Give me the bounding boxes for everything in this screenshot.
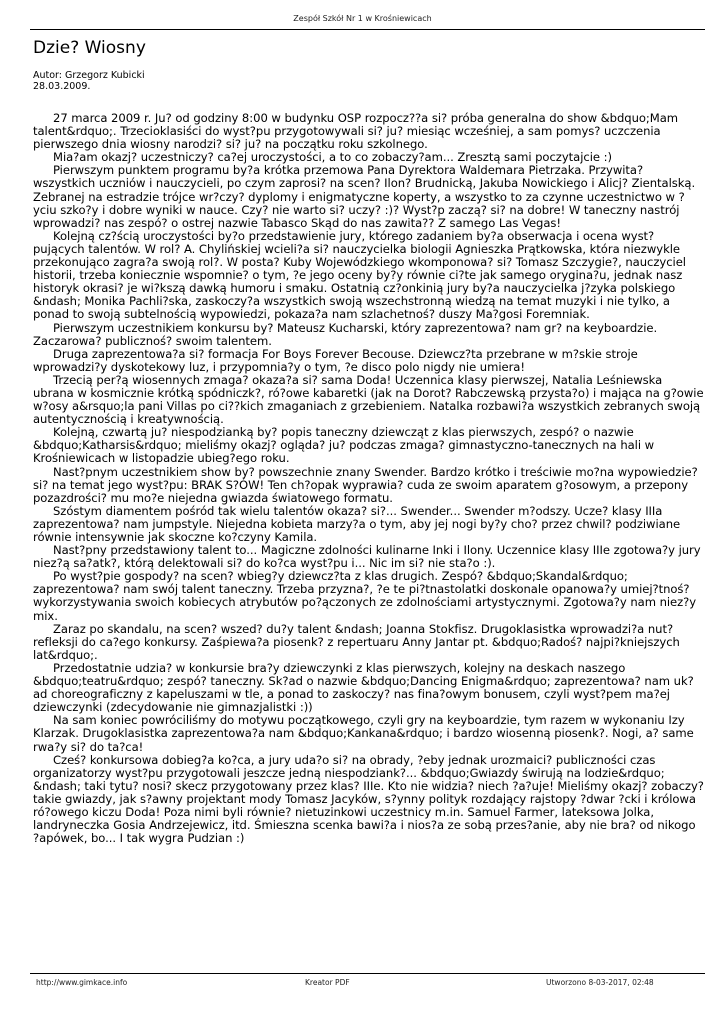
paragraph: 27 marca 2009 r. Ju? od godziny 8:00 w budynku OSP rozpocz??a si? próba generalna do show &bdquo;Mam talent&rdquo;. Trzecioklasiści do wyst?pu przygotowywali si? ju? miesiąc wcześniej, a sam pomys? uczczenia pierwszego dnia wiosny narodzi? si? ju? na początku roku szkolnego.: [33, 111, 679, 152]
article-meta: [33, 70, 145, 92]
paragraph: Zaraz po skandalu, na scen? wszed? du?y talent &ndash; Joanna Stokfisz. Drugoklasistka wprowadzi?a nut? refleksji do ca?ego konkursy. Zaśpiewa?a piosenk? z repertuaru Anny Jantar pt. &bdquo;Radoś? najpi?kniejszych lat&rdquo;.: [33, 621, 680, 662]
footer-divider: [30, 973, 705, 974]
paragraph: Pierwszym uczestnikiem konkursu by? Mateusz Kucharski, który zaprezentowa? nam gr? na keyboardzie. Zaczarowa? publicznoś? swoim talentem.: [33, 320, 658, 348]
paragraph: Nast?pnym uczestnikiem show by? powszechnie znany Swender. Bardzo krótko i treściwie mo?na wypowiedzie? si? na temat jego wyst?pu: BRAK S?ÓW! Ten ch?opak wyprawia? cuda ze swoim aparatem g?osowym, a przepony pozazdrości? mu mo?e niejedna gwiazda światowego formatu.: [33, 464, 698, 505]
paragraph: Nast?pny przedstawiony talent to... Magiczne zdolności kulinarne Inki i Ilony. Uczennice klasy IIIe zgotowa?y jury niez?ą sa?atk?, którą delektowali si? do ko?ca wyst?pu i... Nic im si? nie sta?o :).: [33, 543, 701, 571]
paragraph: Mia?am okazj? uczestniczy? ca?ej uroczystości, a to co zobaczy?am... Zresztą sami poczytajcie :): [53, 150, 612, 165]
paragraph: Przedostatnie udzia? w konkursie bra?y dziewczynki z klas pierwszych, kolejny na deskach naszego &bdquo;teatru&rdquo; zespó? taneczny. Sk?ad o nazwie &bdquo;Dancing Enigma&rdquo; zaprezentowa? nam uk?ad choreograficzny z kapeluszami w tle, a ponad to zaskoczy? nas fina?owym bonusem, czyli wyst?pem ma?ej dziewczynki (zdecydowanie nie gimnazjalistki :)): [33, 660, 694, 715]
paragraph: Po wyst?pie gospody? na scen? wbieg?y dziewcz?ta z klas drugich. Zespó? &bdquo;Skandal&rdquo; zaprezentowa? nam swój talent taneczny. Trzeba przyzna?, ?e te pi?tnastolatki doskonale opanowa?y umiej?tnoś? wykorzystywania swoich kobiecych atrybutów po?ączonych ze zdolnościami artystycznymi. Zgotowa?y nam niez?y mix.: [33, 569, 697, 623]
paragraph: Cześ? konkursowa dobieg?a ko?ca, a jury uda?o si? na obrady, ?eby jednak urozmaici? publiczności czas organizatorzy wyst?pu przygotowali jeszcze jedną niespodziank?... &bdquo;Gwiazdy świrują na lodzie&rdquo; &ndash; taki tytu? nosi? skecz przygotowany przez klas? IIIe. Kto nie widzia? niech ?a?uje! Mieliśmy okazj? zobaczy? takie gwiazdy, jak s?awny projektant mody Tomasz Jacyków, s?ynny polityk rozdający rajstopy ?dwar ?cki i królowa ró?owego kiczu Doda! Poza nimi byli równie? nietuzinkowi uczestnicy m.in. Samuel Farmer, lateksowa Jolka, landryneczka Gosia Andrzejewicz, itd. Śmieszna scenka bawi?a i nios?a ze sobą przes?anie, aby nie bra? od nikogo ?apówek, bo... I tak wygra Pudzian :): [33, 752, 704, 846]
paragraph: Pierwszym punktem programu by?a krótka przemowa Pana Dyrektora Waldemara Pietrzaka. Przywita? wszystkich uczniów i nauczycieli, po czym zaprosi? na scen? Ilon? Brudnicką, Jakuba Nowickiego i Alicj? Zientalską. Zebranej na estradzie trójce wr?czy? dyplomy i enigmatyczne koperty, a wszystko to za czynne uczestnictwo w ?yciu szko?y i dobre wyniki w nauce. Czy? nie warto si? uczy? :)? Wyst?p zaczą? si? na dobre! W taneczny nastrój wprowadzi? nas zespó? o ostrej nazwie Tabasco Skąd do nas zawita?? Z samego Las Vegas!: [33, 163, 696, 230]
footer-url: http://www.gimkace.info: [36, 978, 128, 987]
article-title: Dzie? Wiosny: [33, 38, 146, 58]
article-date: 28.03.2009.: [33, 81, 91, 92]
article-body: [33, 112, 705, 845]
paragraph: Druga zaprezentowa?a si? formacja For Boys Forever Becouse. Dziewcz?ta przebrane w m?skie stroje wprowadzi?y dyskotekowy luz, i przypomnia?y o tym, ?e disco polo nigdy nie umiera!: [33, 346, 638, 374]
page-header: Zespół Szkół Nr 1 w Krośniewicach: [293, 14, 432, 23]
article-author: Autor: Grzegorz Kubicki: [33, 70, 145, 81]
footer-generator: Kreator PDF: [305, 978, 350, 987]
paragraph: Kolejną, czwartą ju? niespodzianką by? popis taneczny dziewcząt z klas pierwszych, zespó? o nazwie &bdquo;Katharsis&rdquo; mieliśmy okazj? ogląda? ju? podczas zmaga? gimnastyczno-tanecznych na hali w Krośniewicach w listopadzie ubieg?ego roku.: [33, 425, 655, 466]
footer-created: Utworzono 8-03-2017, 02:48: [546, 978, 654, 987]
paragraph: Trzecią per?ą wiosennych zmaga? okaza?a si? sama Doda! Uczennica klasy pierwszej, Natalia Leśniewska ubrana w kosmicznie krótką spódniczk?, ró?owe kabaretki (jak na Dorot? Rabczewską przysta?o) i mająca na g?owie w?osy a&rsquo;la pani Villas po ci??kich zmaganiach z grzebieniem. Natalka rozbawi?a wszystkich zebranych swoją autentycznością i kreatywnością.: [33, 372, 704, 427]
header-divider: [30, 29, 705, 30]
paragraph: Kolejną cz?ścią uroczystości by?o przedstawienie jury, którego zadaniem by?a obserwacja i ocena wyst?pujących talentów. W rol? A. Chylińskiej wcieli?a si? nauczycielka biologii Agnieszka Prątkowska, która niezwykle przekonująco zagra?a swoją rol?. W posta? Kuby Wojewódzkiego wkomponowa? si? Tomasz Szczygie?, nauczyciel historii, trzeba koniecznie wspomnie? o tym, ?e jego oceny by?y równie ci?te jak samego orygina?u, jednak nasz historyk okrasi? je wi?kszą dawką humoru i smaku. Ostatnią cz?onkinią jury by?a nauczycielka j?zyka polskiego &ndash; Monika Pachli?ska, zaskoczy?a wszystkich swoją wszechstronną wiedzą na temat muzyki i nie tylko, a ponad to swoją subtelnością wypowiedzi, pokaza?a nam szlachetnoś? duszy Ma?gosi Foremniak.: [33, 228, 686, 322]
paragraph: Szóstym diamentem pośród tak wielu talentów okaza? si?... Swender... Swender m?odszy. Ucze? klasy IIIa zaprezentowa? nam jumpstyle. Niejedna kobieta marzy?a o tym, aby jej nogi by?y cho? przez chwil? podziwiane równie intensywnie jak skoczne ko?czyny Kamila.: [33, 503, 681, 544]
paragraph: Na sam koniec powróciliśmy do motywu początkowego, czyli gry na keyboardzie, tym razem w wykonaniu Izy Klarzak. Drugoklasistka zaprezentowa?a nam &bdquo;Kankana&rdquo; i bardzo wiosenną piosenk?. Nogi, a? same rwa?y si? do ta?ca!: [33, 713, 694, 754]
